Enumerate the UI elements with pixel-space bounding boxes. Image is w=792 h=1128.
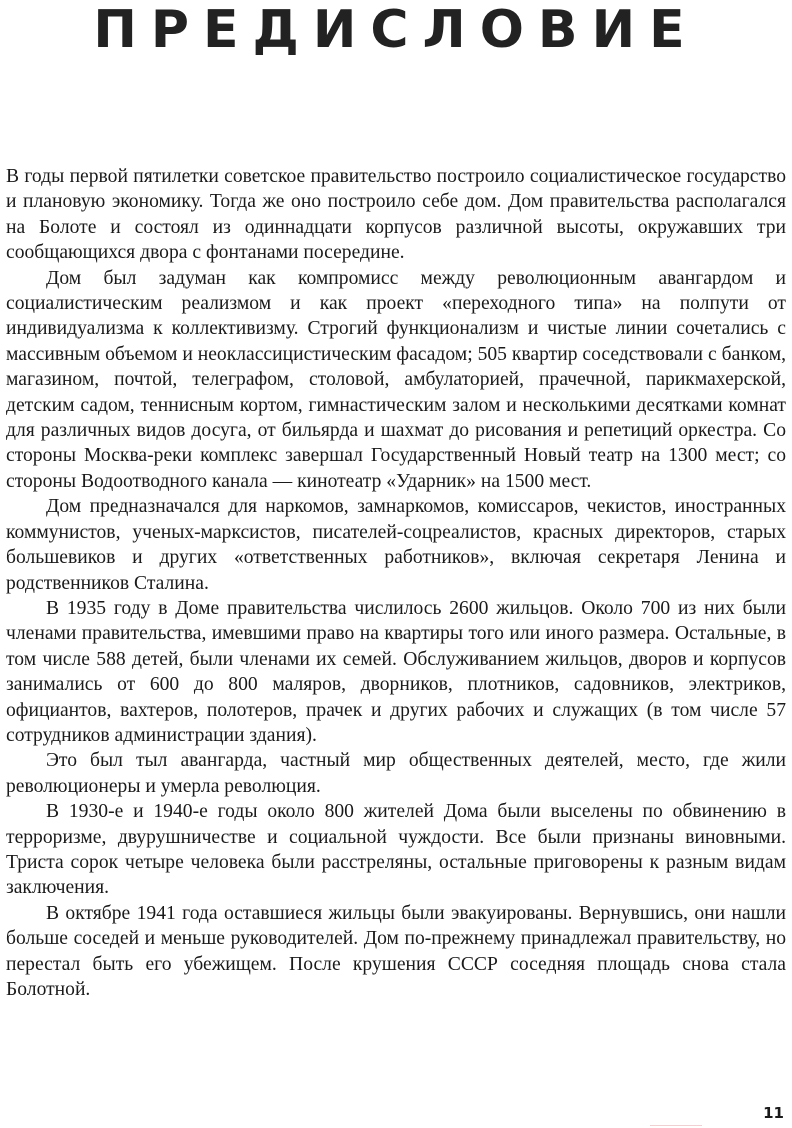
paragraph: Это был тыл авангарда, частный мир общественных деятелей, место, где жили революционеры и умерла революция. xyxy=(6,750,786,797)
paragraph: В годы первой пятилетки советское правительство построило социалистическое государство и плановую экономику. Тогда же оно построило себе дом. Дом правительства располагался на Болоте и состоял из одиннадцати корпусов различной высоты, окружавших три сообщающихся двора с фонтанами посередине. xyxy=(6,166,786,264)
paragraph: В 1930-е и 1940-е годы около 800 жителей Дома были выселены по обвинению в терроризме, двурушничестве и социальной чуждости. Все были признаны виновными. Триста сорок четыре человека были расстреляны, остальные приговорены к разным видам заключения. xyxy=(6,801,786,899)
paragraph: В 1935 году в Доме правительства числилось 2600 жильцов. Около 700 из них были членами правительства, имевшими право на квартиры того или иного размера. Остальные, в том числе 588 детей, были членами их семей. Обслуживанием жильцов, дворов и корпусов занимались от 600 до 800 маляров, дворников, плотников, садовников, электриков, официантов, вахтеров, полотеров, прачек и других рабочих и служащих (в том числе 57 сотрудников администрации здания). xyxy=(6,597,786,746)
page-title: ПРЕДИСЛОВИЕ xyxy=(93,0,699,60)
paragraph: Дом предназначался для наркомов, замнаркомов, комиссаров, чекистов, иностранных коммунистов, ученых-марксистов, писателей-соцреалистов, красных директоров, старых большевиков и других «ответственных работников», включая секретаря Ленина и родственников Сталина. xyxy=(6,496,786,594)
footer-rule xyxy=(650,1125,702,1126)
page-number: 11 xyxy=(763,1104,784,1122)
body-text xyxy=(6,164,786,1002)
paragraph: В октябре 1941 года оставшиеся жильцы были эвакуированы. Вернувшись, они нашли больше соседей и меньше руководителей. Дом по-прежнему принадлежал правительству, но перестал быть его убежищем. После крушения СССР соседняя площадь снова стала Болотной. xyxy=(6,902,786,1000)
paragraph: Дом был задуман как компромисс между революционным авангардом и социалистическим реализмом и как проект «переходного типа» на полпути от индивидуализма к коллективизму. Строгий функционализм и чистые линии сочетались с массивным объемом и неоклассицистическим фасадом; 505 квартир соседствовали с банком, магазином, почтой, телеграфом, столовой, амбулаторией, прачечной, парикмахерской, детским садом, теннисным кортом, гимнастическим залом и несколькими десятками комнат для различных видов досуга, от бильярда и шахмат до рисования и репетиций оркестра. Со стороны Москва-реки комплекс завершал Государственный Новый театр на 1300 мест; со стороны Водоотводного канала — кинотеатр «Ударник» на 1500 мест. xyxy=(6,267,786,492)
